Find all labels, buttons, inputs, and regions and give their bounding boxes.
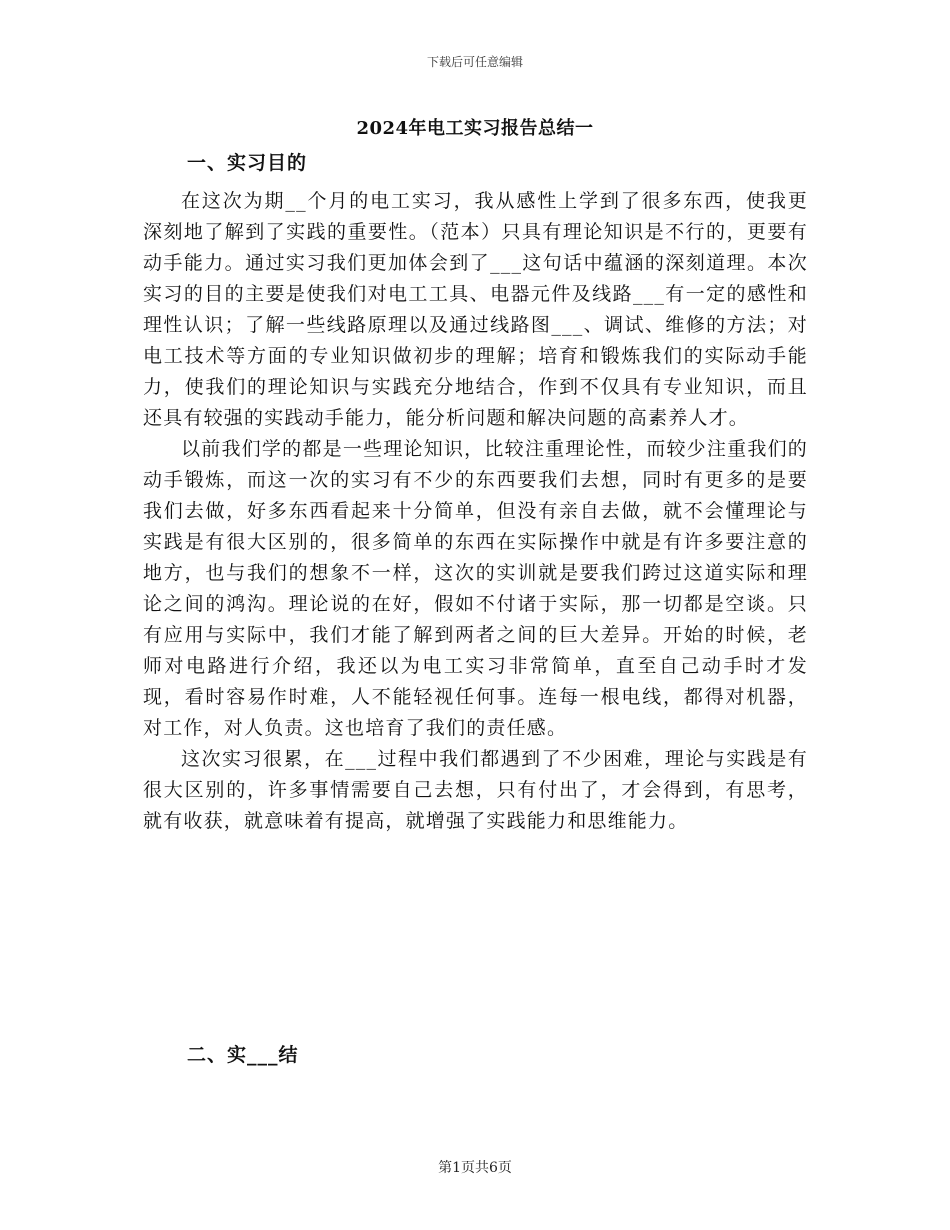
section-heading-purpose: 一、实习目的: [187, 152, 308, 174]
document-title: 2024年电工实习报告总结一: [356, 118, 594, 139]
section-heading-summary: 二、实___结: [187, 1044, 299, 1066]
page-number: 第1页共6页: [438, 1160, 512, 1176]
paragraph: 在这次为期__个月的电工实习，我从感性上学到了很多东西，使我更深刻地了解到了实践的重要性。（范本）只具有理论知识是不行的，更要有动手能力。通过实习我们更加体会到了___这句话中蕴涵的深刻道理。本次实习的目的主要是使我们对电工工具、电器元件及线路___有一定的感性和理性认识；了解一些线路原理以及通过线路图___、调试、维修的方法；对电工技术等方面的专业知识做初步的理解；培育和锻炼我们的实际动手能力，使我们的理论知识与实践充分地结合，作到不仅具有专业知识，而且还具有较强的实践动手能力，能分析问题和解决问题的高素养人才。: [143, 190, 808, 429]
page-header-note: 下载后可任意编辑: [426, 55, 523, 69]
body-text: [143, 186, 808, 837]
paragraph: 以前我们学的都是一些理论知识，比较注重理论性，而较少注重我们的动手锻炼，而这一次的实习有不少的东西要我们去想，同时有更多的是要我们去做，好多东西看起来十分简单，但没有亲自去做，就不会懂理论与实践是有很大区别的，很多简单的东西在实际操作中就是有许多要注意的地方，也与我们的想象不一样，这次的实训就是要我们跨过这道实际和理论之间的鸿沟。理论说的在好，假如不付诸于实际，那一切都是空谈。只有应用与实际中，我们才能了解到两者之间的巨大差异。开始的时候，老师对电路进行介绍，我还以为电工实习非常简单，直至自己动手时才发现，看时容易作时难，人不能轻视任何事。连每一根电线，都得对机器，对工作，对人负责。这也培育了我们的责任感。: [143, 438, 808, 739]
paragraph: 这次实习很累，在___过程中我们都遇到了不少困难，理论与实践是有很大区别的，许多事情需要自己去想，只有付出了，才会得到，有思考，就有收获，就意味着有提高，就增强了实践能力和思维能力。: [143, 748, 808, 832]
